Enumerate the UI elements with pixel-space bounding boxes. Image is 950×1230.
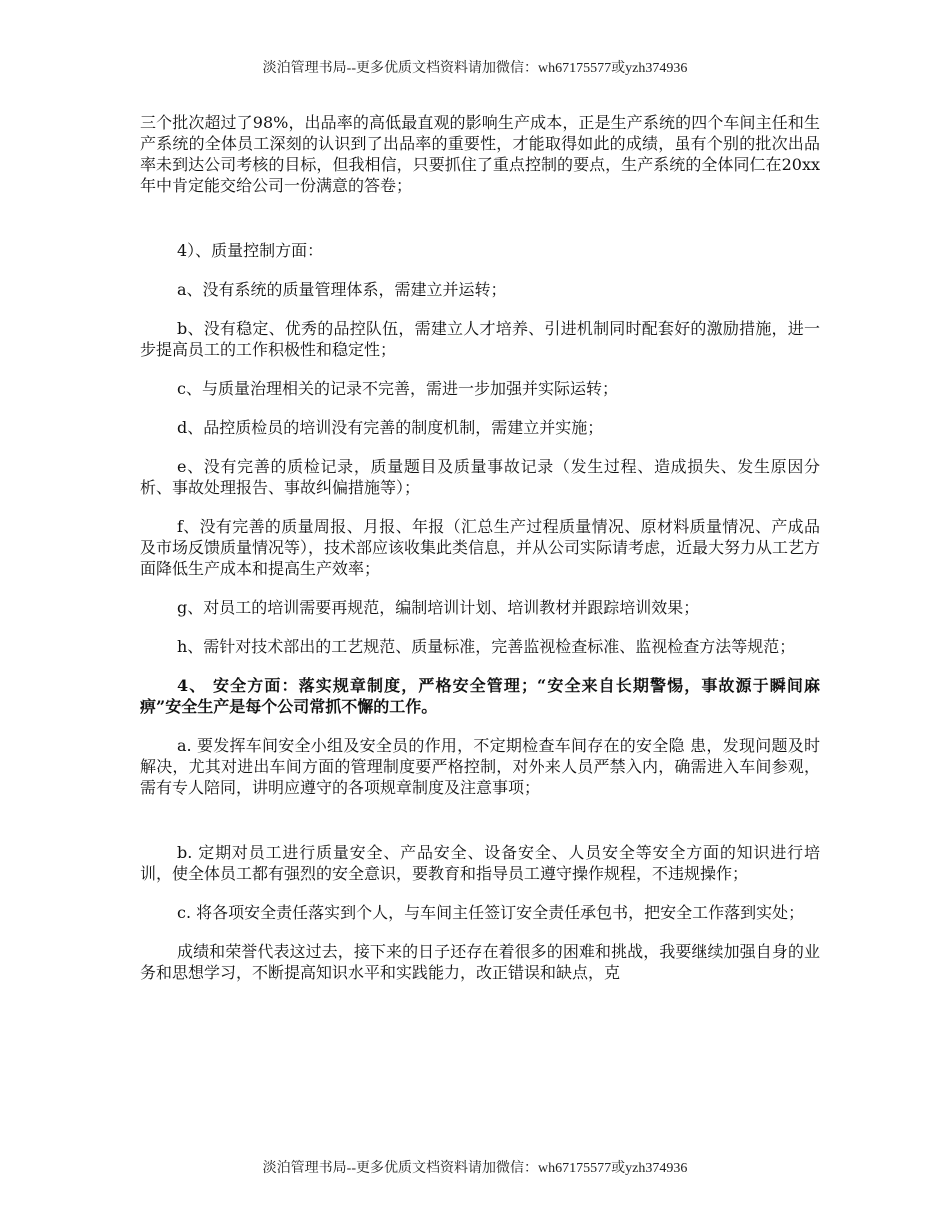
page-footer: 淡泊管理书局--更多优质文档资料请加微信：wh67175577或yzh374936 bbox=[262, 1161, 688, 1176]
list-item-quality-b: b、没有稳定、优秀的品控队伍，需建立人才培养、引进机制同时配套好的激励措施，进一步提高员工的工作积极性和稳定性； bbox=[140, 319, 820, 359]
list-item-safety-c: c. 将各项安全责任落实到个人，与车间主任签订安全责任承包书，把安全工作落到实处； bbox=[177, 903, 805, 922]
paragraph-production-yield: 三个批次超过了98%，出品率的高低最直观的影响生产成本，正是生产系统的四个车间主任和生产系统的全体员工深刻的认识到了出品率的重要性，才能取得如此的成绩，虽有个别的批次出品率未到达公司考核的目标，但我相信，只要抓住了重点控制的要点，生产系统的全体同仁在20xx年中肯定能交给公司一份满意的答卷； bbox=[140, 113, 820, 195]
list-item-safety-a: a. 要发挥车间安全小组及安全员的作用，不定期检查车间存在的安全隐 患，发现问题及时解决，尤其对进出车间方面的管理制度要严格控制，对外来人员严禁入内，确需进入车间参观，需有专人陪同，讲明应遵守的各项规章制度及注意事项； bbox=[140, 736, 820, 797]
list-item-quality-h: h、需针对技术部出的工艺规范、质量标准，完善监视检查标准、监视检查方法等规范； bbox=[177, 637, 796, 656]
list-item-quality-g: g、对员工的培训需要再规范，编制培训计划、培训教材并跟踪培训效果； bbox=[177, 598, 700, 617]
paragraph-closing: 成绩和荣誉代表这过去，接下来的日子还存在着很多的困难和挑战，我要继续加强自身的业务和思想学习，不断提高知识水平和实践能力，改正错误和缺点，克 bbox=[140, 942, 820, 982]
list-item-quality-a: a、没有系统的质量管理体系，需建立并运转； bbox=[177, 280, 507, 299]
list-item-safety-b: b. 定期对员工进行质量安全、产品安全、设备安全、人员安全等安全方面的知识进行培训，使全体员工都有强烈的安全意识，要教育和指导员工遵守操作规程，不违规操作； bbox=[140, 843, 820, 883]
list-item-quality-c: c、与质量治理相关的记录不完善，需进一步加强并实际运转； bbox=[177, 379, 618, 398]
document-body bbox=[140, 112, 820, 1001]
section-heading-quality-control: 4）、质量控制方面： bbox=[177, 241, 324, 260]
section-heading-safety: 4、 安全方面：落实规章制度，严格安全管理；“安全来自长期警惕，事故源于瞬间麻痹”安全生产是每个公司常抓不懈的工作。 bbox=[140, 676, 820, 716]
page-header: 淡泊管理书局--更多优质文档资料请加微信：wh67175577或yzh374936 bbox=[262, 61, 688, 76]
list-item-quality-e: e、没有完善的质检记录，质量题目及质量事故记录（发生过程、造成损失、发生原因分析、事故处理报告、事故纠偏措施等）； bbox=[140, 457, 820, 497]
list-item-quality-d: d、品控质检员的培训没有完善的制度机制，需建立并实施； bbox=[177, 418, 604, 437]
list-item-quality-f: f、没有完善的质量周报、月报、年报（汇总生产过程质量情况、原材料质量情况、产成品及市场反馈质量情况等），技术部应该收集此类信息，并从公司实际请考虑，近最大努力从工艺方面降低生产成本和提高生产效率； bbox=[140, 517, 821, 578]
